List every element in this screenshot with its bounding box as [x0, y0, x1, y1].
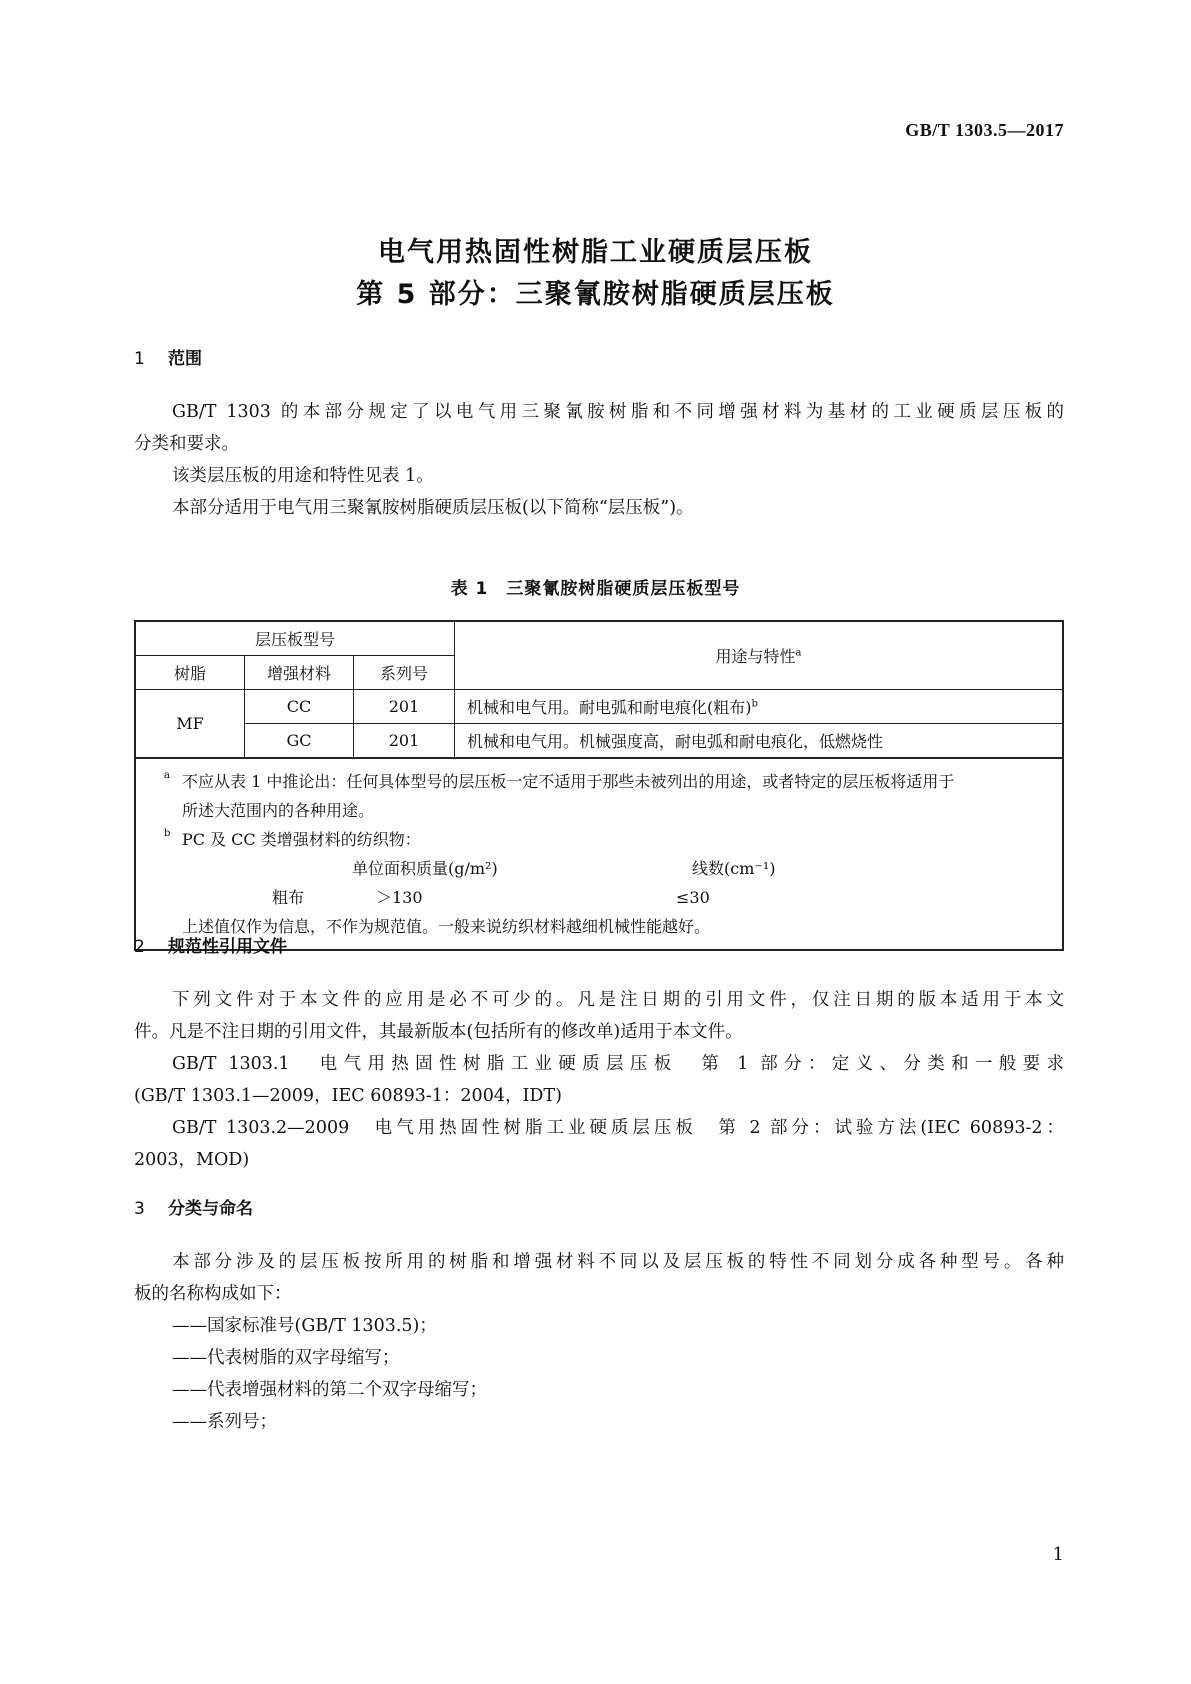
table-header-group: 层压板型号 [135, 621, 455, 656]
reference-1-line1: GB/T 1303.1 电气用热固性树脂工业硬质层压板 第 1 部分：定义、分类和一般要求 [172, 1054, 1064, 1074]
footnote-mark: a [795, 647, 802, 659]
reference-1-line2: (GB/T 1303.1—2009，IEC 60893-1：2004，IDT) [134, 1086, 562, 1106]
note-b-columns [182, 854, 1050, 883]
section-1-body [134, 396, 1064, 524]
list-item: ——代表树脂的双字母缩写； [172, 1348, 400, 1368]
table-row [135, 690, 1063, 724]
section-title: 分类与命名 [168, 1199, 253, 1219]
paragraph-line: 分类和要求。 [134, 434, 239, 454]
note-col-mass: 单位面积质量(g/m²) [352, 859, 498, 878]
section-number: 1 [134, 349, 145, 369]
standard-number: GB/T 1303.5—2017 [905, 120, 1064, 140]
note-col-count: 线数(cm⁻¹) [692, 859, 776, 878]
footnote-mark: b [751, 698, 758, 710]
section-2-body [134, 984, 1064, 1176]
list-item: ——代表增强材料的第二个双字母缩写； [172, 1380, 487, 1400]
table-cell-use: 机械和电气用。机械强度高，耐电弧和耐电痕化，低燃烧性 [455, 724, 1064, 759]
table-header-use: 用途与特性$^a$ [455, 621, 1064, 690]
paragraph-line: GB/T 1303 的本部分规定了以电气用三聚氰胺树脂和不同增强材料为基材的工业硬质层压板的 [172, 402, 1064, 422]
page-number: 1 [1052, 1544, 1064, 1565]
footnote-mark: b [164, 828, 171, 839]
paragraph-line: 件。凡是不注日期的引用文件，其最新版本(包括所有的修改单)适用于本文件。 [134, 1022, 743, 1042]
table-cell-reinforce: CC [245, 690, 354, 724]
paragraph: 该类层压板的用途和特性见表 1。 [172, 466, 434, 486]
note-value-count: ≤30 [676, 888, 710, 907]
footnote-mark: a [164, 770, 170, 781]
table-caption: 表 1 三聚氰胺树脂硬质层压板型号 [450, 579, 741, 599]
type-table [134, 620, 1064, 951]
section-2-heading [134, 932, 287, 957]
note-b-end: 上述值仅作为信息，不作为规范值。一般来说纺织材料越细机械性能越好。 [182, 917, 711, 936]
reference-2-line2: 2003，MOD) [134, 1150, 250, 1170]
paragraph-line: 本部分涉及的层压板按所用的树脂和增强材料不同以及层压板的特性不同划分成各种型号。各种 [172, 1252, 1064, 1272]
note-b-values [182, 883, 1050, 912]
table-cell-series: 201 [354, 690, 455, 724]
note-a-cont: 所述大范围内的各种用途。 [182, 801, 375, 820]
paragraph-line: 下列文件对于本文件的应用是必不可少的。凡是注日期的引用文件，仅注日期的版本适用于本文 [172, 990, 1064, 1010]
note-a: a 不应从表 1 中推论出：任何具体型号的层压板一定不适用于那些未被列出的用途，或者特定的层压板将适用于 [182, 767, 1050, 796]
table-header-resin: 树脂 [135, 656, 245, 690]
section-number: 2 [134, 937, 145, 957]
table-cell-series: 201 [354, 724, 455, 759]
table-cell-reinforce: GC [245, 724, 354, 759]
paragraph-line: 板的名称构成如下： [134, 1284, 292, 1304]
table-header-series: 系列号 [354, 656, 455, 690]
table-cell-resin: MF [135, 690, 245, 759]
table-header-reinforce: 增强材料 [245, 656, 354, 690]
document-title-line1: 电气用热固性树脂工业硬质层压板 [378, 237, 813, 268]
table-cell-use: 机械和电气用。耐电弧和耐电痕化(粗布)$^b$ [455, 690, 1064, 724]
note-row-label: 粗布 [272, 888, 305, 907]
paragraph: 本部分适用于电气用三聚氰胺树脂硬质层压板(以下简称“层压板”)。 [172, 498, 694, 518]
table-notes [135, 758, 1063, 950]
section-title: 范围 [168, 349, 202, 369]
note-b: b PC 及 CC 类增强材料的纺织物： [182, 825, 1050, 854]
document-title-line2: 第 5 部分：三聚氰胺树脂硬质层压板 [356, 279, 835, 310]
reference-2-line1: GB/T 1303.2—2009 电气用热固性树脂工业硬质层压板 第 2 部分：试验方法(IEC 60893-2： [172, 1118, 1064, 1138]
table-row [135, 724, 1063, 759]
section-title: 规范性引用文件 [168, 937, 287, 957]
note-value-mass: ＞130 [376, 888, 423, 907]
list-item: ——系列号； [172, 1412, 277, 1432]
section-3-body [134, 1246, 1064, 1438]
section-number: 3 [134, 1199, 145, 1219]
section-1-heading [134, 344, 202, 369]
list-item: ——国家标准号(GB/T 1303.5)； [172, 1316, 437, 1336]
section-3-heading [134, 1194, 253, 1219]
